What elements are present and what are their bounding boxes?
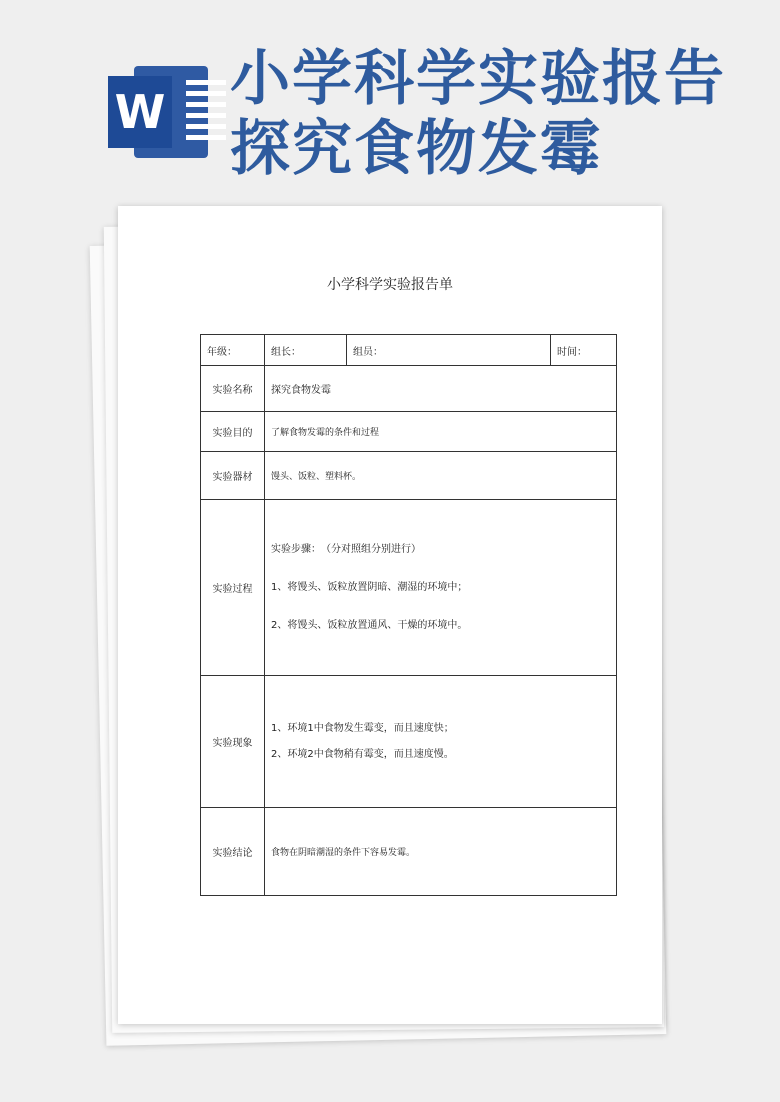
table-row bbox=[201, 452, 617, 500]
time-cell: 时间： bbox=[551, 335, 617, 366]
process-steps-title: 实验步骤： （分对照组分别进行） bbox=[271, 543, 421, 555]
table-row bbox=[201, 412, 617, 452]
process-label: 实验过程 bbox=[201, 500, 265, 676]
page-title bbox=[230, 44, 750, 184]
table-header-row bbox=[201, 335, 617, 366]
conclusion-value: 食物在阴暗潮湿的条件下容易发霉。 bbox=[265, 808, 617, 896]
phenomenon-1: 1、环境1中食物发生霉变，而且速度快； bbox=[271, 722, 454, 734]
purpose-value: 了解食物发霉的条件和过程 bbox=[265, 412, 617, 452]
document-title: 小学科学实验报告单 bbox=[327, 277, 453, 293]
phenomenon-label: 实验现象 bbox=[201, 676, 265, 808]
grade-cell: 年级： bbox=[201, 335, 265, 366]
phenomenon-content bbox=[265, 676, 617, 808]
table-row bbox=[201, 676, 617, 808]
document-page bbox=[118, 206, 662, 1024]
name-label: 实验名称 bbox=[201, 366, 265, 412]
page-title-line1: 小学科学实验报告 bbox=[230, 44, 726, 114]
materials-value: 馒头、饭粒、塑料杯。 bbox=[265, 452, 617, 500]
word-icon-letter: W bbox=[108, 76, 172, 148]
page-title-line2: 探究食物发霉 bbox=[230, 114, 602, 184]
table-row bbox=[201, 366, 617, 412]
leader-cell: 组长： bbox=[265, 335, 347, 366]
phenomenon-2: 2、环境2中食物稍有霉变，而且速度慢。 bbox=[271, 748, 454, 760]
table-row bbox=[201, 808, 617, 896]
materials-label: 实验器材 bbox=[201, 452, 265, 500]
members-cell: 组员： bbox=[347, 335, 551, 366]
purpose-label: 实验目的 bbox=[201, 412, 265, 452]
table-row bbox=[201, 500, 617, 676]
header-banner bbox=[0, 0, 780, 200]
name-value: 探究食物发霉 bbox=[265, 366, 617, 412]
process-content bbox=[265, 500, 617, 676]
report-table bbox=[200, 334, 617, 896]
word-document-icon bbox=[108, 66, 208, 158]
process-step-2: 2、将馒头、饭粒放置通风、干燥的环境中。 bbox=[271, 619, 468, 631]
conclusion-label: 实验结论 bbox=[201, 808, 265, 896]
process-step-1: 1、将馒头、饭粒放置阴暗、潮湿的环境中； bbox=[271, 581, 468, 593]
